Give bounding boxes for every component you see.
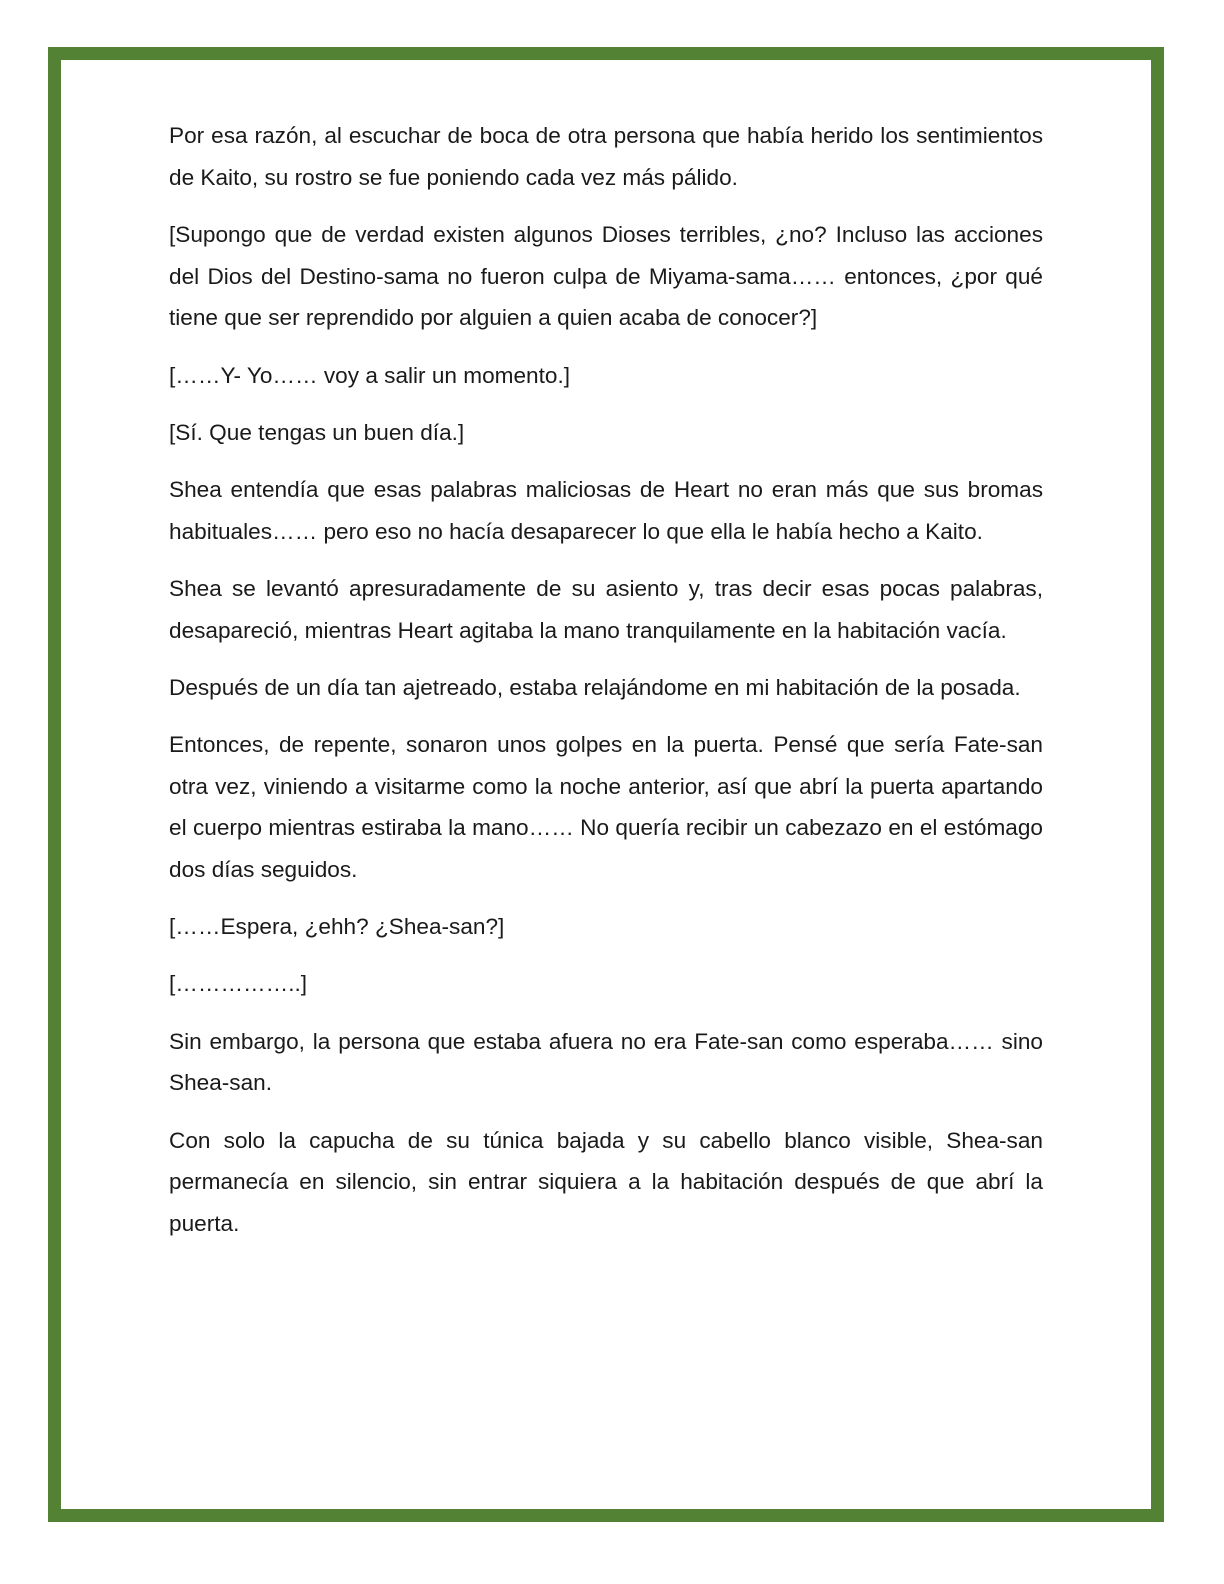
paragraph: Shea se levantó apresuradamente de su asiento y, tras decir esas pocas palabras, desapareció, mientras Heart agitaba la mano tranquilamente en la habitación vacía. (169, 575, 1043, 643)
paragraph: Con solo la capucha de su túnica bajada y su cabello blanco visible, Shea-san permanecía en silencio, sin entrar siquiera a la habitación después de que abrí la puerta. (169, 1127, 1043, 1236)
paragraph: Después de un día tan ajetreado, estaba relajándome en mi habitación de la posada. (169, 674, 1021, 700)
dialogue-line: [……Y- Yo…… voy a salir un momento.] (169, 362, 571, 388)
dialogue-line: [Sí. Que tengas un buen día.] (169, 419, 465, 445)
dialogue-line: [……Espera, ¿ehh? ¿Shea-san?] (169, 914, 505, 940)
dialogue-line: [……………..] (169, 971, 308, 997)
paragraph: Shea entendía que esas palabras maliciosas de Heart no eran más que sus bromas habituales…… pero eso no hacía desaparecer lo que ella le había hecho a Kaito. (169, 476, 1043, 544)
paragraph: Por esa razón, al escuchar de boca de otra persona que había herido los sentimientos de Kaito, su rostro se fue poniendo cada vez más pálido. (169, 123, 1043, 190)
paragraph: Sin embargo, la persona que estaba afuera no era Fate-san como esperaba…… sino Shea-san. (169, 1028, 1043, 1096)
paragraph: [Supongo que de verdad existen algunos Dioses terribles, ¿no? Incluso las acciones del Dios del Destino-sama no fueron culpa de Miyama-sama…… entonces, ¿por qué tiene que ser reprendido por alguien a quien acaba de conocer?] (169, 221, 1043, 331)
document-body (169, 115, 1043, 1260)
paragraph: Entonces, de repente, sonaron unos golpes en la puerta. Pensé que sería Fate-san otra vez, viniendo a visitarme como la noche anterior, así que abrí la puerta apartando el cuerpo mientras estiraba la mano…… No quería recibir un cabezazo en el estómago dos días seguidos. (169, 731, 1043, 883)
